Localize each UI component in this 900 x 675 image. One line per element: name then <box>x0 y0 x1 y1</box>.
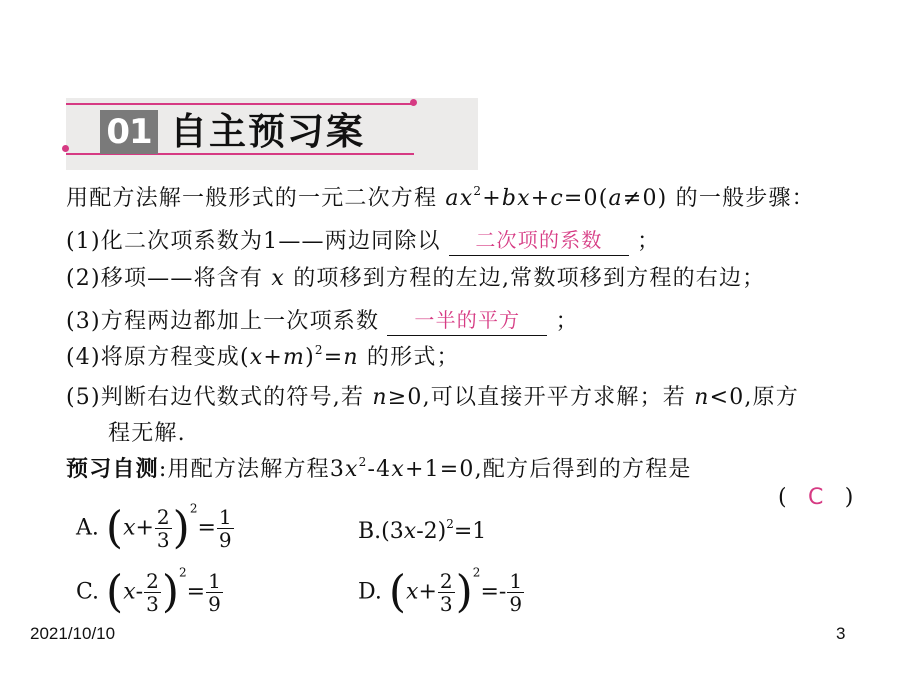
variable: m <box>283 345 306 370</box>
eq-sup: 2 <box>473 184 483 198</box>
eq-op: (3 <box>381 519 404 544</box>
eq-op: - <box>135 579 144 605</box>
eq-sup: 2 <box>189 501 198 516</box>
step-text: (2)移项——将含有 <box>66 266 264 291</box>
fraction <box>507 570 524 615</box>
eq-op: = <box>186 579 206 605</box>
step-text: <0,原方 <box>709 385 799 410</box>
option-c <box>76 565 224 618</box>
step-text: +1=0,配方后得到的方程是 <box>404 457 692 482</box>
paren-close: ) <box>172 502 190 554</box>
variable: n <box>694 385 710 410</box>
fraction <box>217 506 234 551</box>
variable: x <box>123 579 136 605</box>
step-text: (5)判断右边代数式的符号,若 <box>66 385 365 410</box>
paren-close: ) <box>161 566 179 618</box>
variable: x <box>249 345 264 370</box>
step-text: (4)将原方程变成( <box>66 345 250 370</box>
eq-sup: 2 <box>358 455 368 469</box>
eq-op: =0( <box>563 186 609 211</box>
intro-line <box>66 185 815 213</box>
fraction <box>144 570 161 615</box>
eq-op: + <box>482 186 502 211</box>
denominator: 3 <box>156 528 170 552</box>
self-test-label: 预习自测 <box>66 457 159 482</box>
option-d <box>358 565 525 618</box>
step-5 <box>66 384 799 412</box>
eq-op: = <box>323 345 344 370</box>
option-label: C. <box>76 579 100 605</box>
eq-op: = <box>197 515 216 541</box>
step-text: (1)化二次项系数为1——两边同除以 <box>66 229 441 254</box>
paren-open: ( <box>105 502 124 554</box>
fill-blank <box>387 306 547 336</box>
numerator: 2 <box>146 569 159 593</box>
numerator: 1 <box>208 569 221 593</box>
step-3 <box>66 306 579 336</box>
step-1 <box>66 226 660 256</box>
variable: x <box>406 579 419 605</box>
variable: x <box>391 457 405 482</box>
option-label: B. <box>358 519 382 544</box>
fraction <box>155 506 172 551</box>
blank-answer: 二次项的系数 <box>475 228 603 252</box>
paren-open: ( <box>106 566 124 618</box>
denominator: 9 <box>218 528 232 552</box>
denominator: 9 <box>509 592 523 616</box>
eq-sup: 2 <box>472 565 481 580</box>
variable: x <box>345 457 359 482</box>
option-a <box>76 501 235 554</box>
variable: n <box>372 385 388 410</box>
self-test-question <box>66 456 692 484</box>
banner-dot-left <box>62 145 69 152</box>
eq-term: ax <box>445 186 474 211</box>
fraction <box>206 570 223 615</box>
eq-term: a <box>608 186 623 211</box>
option-label: D. <box>358 579 382 605</box>
step-5-cont: 程无解. <box>108 421 186 446</box>
eq-op: ) <box>305 345 315 370</box>
eq-op: =- <box>480 579 507 605</box>
eq-sup: 2 <box>178 565 187 580</box>
page-number: 3 <box>836 624 846 643</box>
eq-sup: 2 <box>446 517 454 531</box>
footer-date: 2021/10/10 <box>30 624 116 643</box>
eq-op: + <box>135 515 154 541</box>
eq-term: c <box>550 186 564 211</box>
numerator: 1 <box>509 569 523 593</box>
eq-op: =1 <box>453 519 487 544</box>
step-4 <box>66 344 460 372</box>
step-text: ； <box>555 309 579 334</box>
blank-answer: 一半的平方 <box>414 308 521 332</box>
answer-bracket <box>778 484 855 512</box>
step-text: 的项移到方程的左边,常数项移到方程的右边； <box>293 266 766 291</box>
variable: n <box>343 345 359 370</box>
numerator: 1 <box>218 505 232 529</box>
fraction <box>438 570 455 615</box>
fill-blank <box>449 226 629 256</box>
bracket-close: ) <box>844 485 855 510</box>
denominator: 9 <box>208 592 221 616</box>
eq-term: bx <box>501 186 531 211</box>
step-text: : <box>158 457 168 482</box>
eq-op: ≠0) <box>622 186 668 211</box>
eq-op: + <box>263 345 283 370</box>
numerator: 2 <box>156 505 170 529</box>
bracket-open: ( <box>778 485 788 510</box>
denominator: 3 <box>146 592 159 616</box>
variable: x <box>403 519 417 544</box>
denominator: 3 <box>439 592 453 616</box>
answer-choice: C <box>808 485 825 510</box>
step-text: 用配方法解方程3 <box>167 457 346 482</box>
step-text: ≥0,可以直接开平方求解；若 <box>387 385 686 410</box>
step-text: (3)方程两边都加上一次项系数 <box>66 309 380 334</box>
banner-dot-right <box>410 99 417 106</box>
intro-text: 的一般步骤： <box>675 186 815 211</box>
intro-text: 用配方法解一般形式的一元二次方程 <box>66 186 438 211</box>
section-title: 自主预习案 <box>170 110 365 153</box>
paren-close: ) <box>455 566 473 618</box>
option-label: A. <box>76 515 99 541</box>
variable: x <box>271 266 285 291</box>
step-2 <box>66 265 765 293</box>
variable: x <box>123 515 136 541</box>
numerator: 2 <box>439 569 453 593</box>
step-text: ； <box>637 229 661 254</box>
option-b <box>358 519 486 544</box>
eq-op: + <box>530 186 551 211</box>
eq-sup: 2 <box>314 343 324 357</box>
paren-open: ( <box>388 566 407 618</box>
section-number: 01 <box>100 110 158 154</box>
step-text: -4 <box>367 457 392 482</box>
step-text: 的形式； <box>366 345 460 370</box>
eq-op: -2) <box>416 519 447 544</box>
eq-op: + <box>418 579 437 605</box>
